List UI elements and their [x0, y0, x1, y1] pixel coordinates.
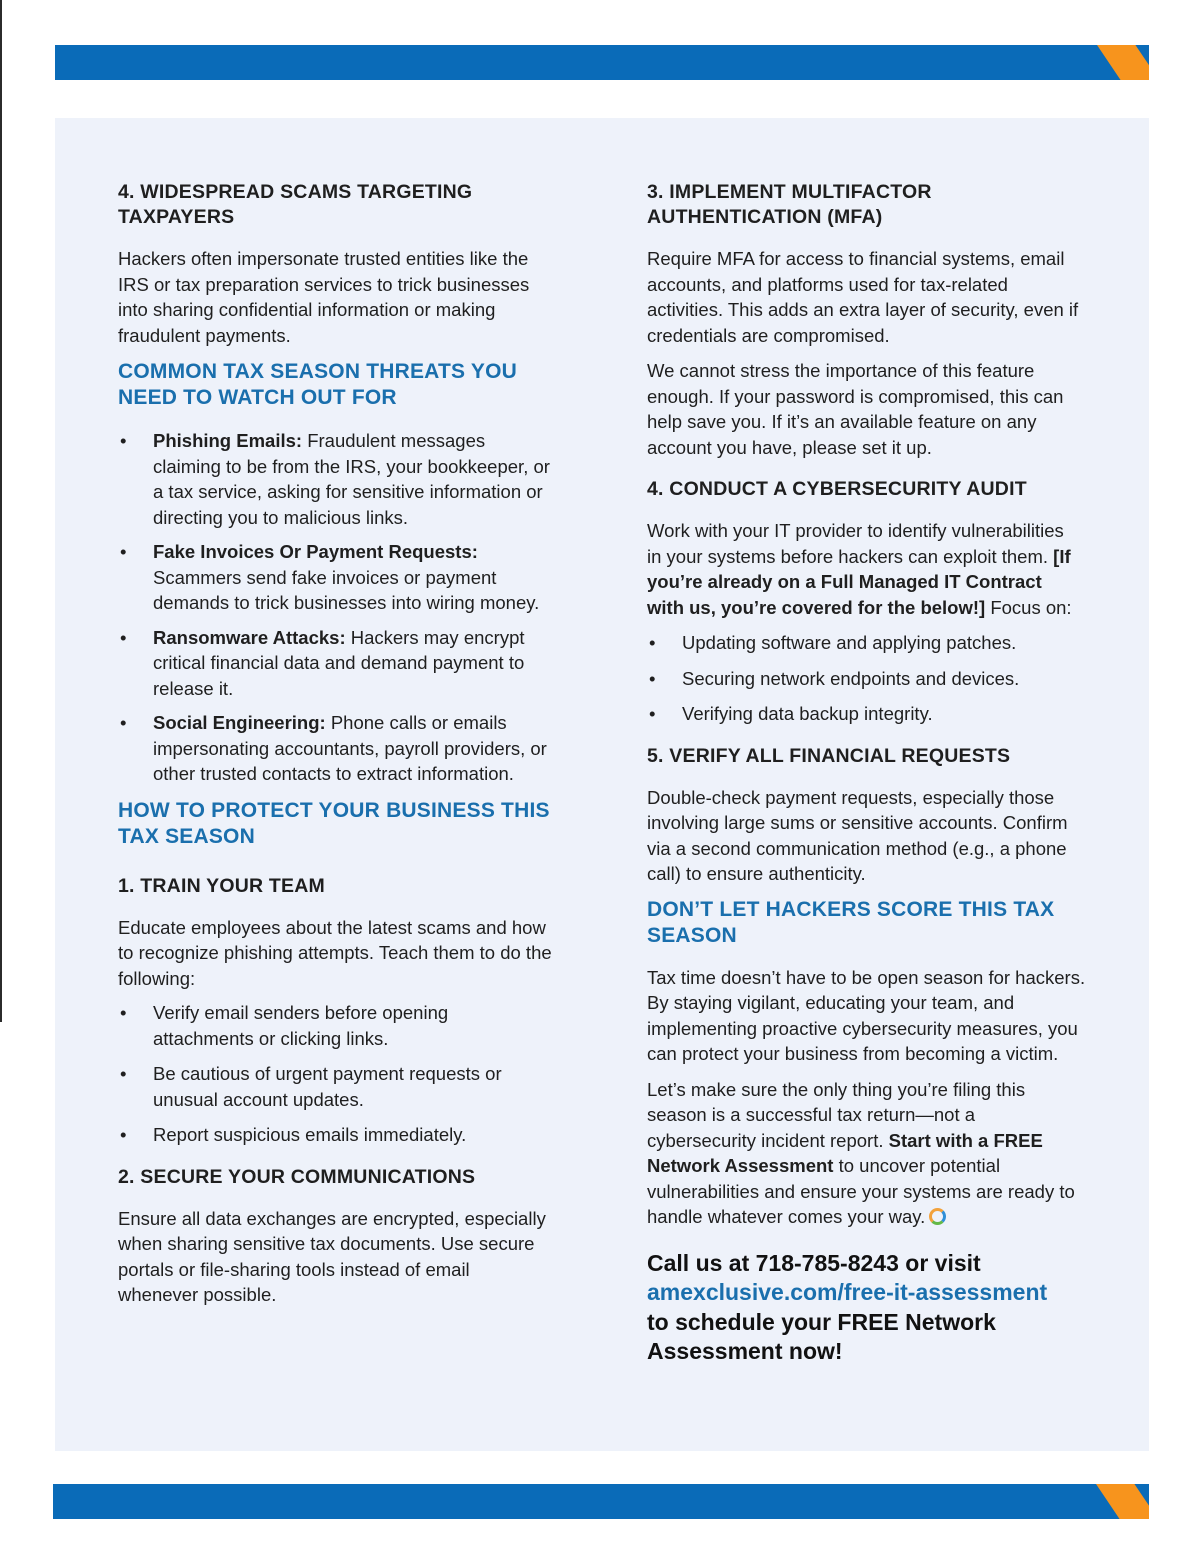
score-heading: DON’T LET HACKERS SCORE THIS TAX SEASON	[647, 897, 1055, 947]
mfa-body-2: We cannot stress the importance of this feature enough. If your password is compromised, this can help save you. If it’s an available feature on any account you have, please set it up.	[647, 360, 1064, 458]
scams-heading: 4. WIDESPREAD SCAMS TARGETING TAXPAYERS	[118, 181, 473, 228]
train-item	[118, 1122, 548, 1148]
threats-list	[118, 428, 558, 787]
train-item	[118, 1061, 548, 1112]
bullet-icon: •	[120, 1063, 127, 1084]
verify-heading: 5. VERIFY ALL FINANCIAL REQUESTS	[647, 744, 1011, 767]
audit-item	[647, 630, 1087, 656]
threat-text: Fraudulent messages claiming to be from the IRS, your bookkeeper, or a tax service, asking for sensitive information or directing you to malicious links.	[153, 430, 550, 528]
bullet-icon: •	[649, 703, 656, 724]
bullet-icon: •	[120, 430, 127, 451]
bullet-icon: •	[649, 632, 656, 653]
score-body-2-text-end: to uncover potential vulnerabilities and ensure your systems are ready to handle whatever comes your way.	[647, 1155, 1075, 1227]
score-body-1: Tax time doesn’t have to be open season for hackers. By staying vigilant, educating your team, and implementing proactive cybersecurity measures, you can protect your business from becoming a victim.	[647, 966, 1086, 1064]
bullet-icon: •	[649, 667, 656, 689]
top-banner-accent-stripe	[1097, 45, 1149, 80]
call-to-action	[647, 1249, 1087, 1367]
threat-item-social-engineering	[118, 710, 558, 787]
train-item-text: Be cautious of urgent payment requests or unusual account updates.	[153, 1063, 502, 1110]
audit-item	[647, 701, 1087, 727]
threat-label: Fake Invoices Or Payment Requests:	[153, 541, 478, 562]
threat-label: Ransomware Attacks:	[153, 626, 346, 648]
threats-heading: COMMON TAX SEASON THREATS YOU NEED TO WATCH OUT FOR	[118, 360, 517, 409]
score-body-2-emphasis: Start with a FREE Network Assessment	[647, 1129, 1043, 1176]
train-list	[118, 1000, 548, 1148]
train-item-text: Verify email senders before opening attachments or clicking links.	[153, 1002, 449, 1049]
protect-heading: HOW TO PROTECT YOUR BUSINESS THIS TAX SEASON	[118, 798, 550, 848]
right-column	[647, 180, 1092, 1367]
score-body-2-text: Let’s make sure the only thing you’re filing this season is a successful tax return—not a cybersecurity incident report.	[647, 1078, 1026, 1151]
bottom-banner-accent-stripe	[1096, 1484, 1149, 1519]
secure-heading: 2. SECURE YOUR COMMUNICATIONS	[118, 1165, 476, 1188]
threat-label: Phishing Emails:	[153, 430, 303, 451]
audit-item-text: Verifying data backup integrity.	[682, 703, 933, 724]
audit-item-text: Updating software and applying patches.	[682, 632, 1017, 653]
threat-text: Scammers send fake invoices or payment demands to trick businesses into wiring money.	[153, 566, 540, 613]
mfa-body-1: Require MFA for access to financial systems, email accounts, and platforms used for tax-related activities. This adds an extra layer of security, even if credentials are compromised.	[647, 248, 1079, 346]
bullet-icon: •	[120, 712, 127, 733]
cta-schedule-text: to schedule your FREE Network Assessment now!	[647, 1308, 996, 1364]
threat-label: Social Engineering:	[153, 712, 326, 733]
train-item-text: Report suspicious emails immediately.	[153, 1124, 467, 1145]
bullet-icon: •	[120, 626, 127, 648]
audit-body-text-end: Focus on:	[985, 596, 1072, 618]
scams-body: Hackers often impersonate trusted entities like the IRS or tax preparation services to trick businesses into sharing confidential information or making fraudulent payments.	[118, 248, 530, 346]
mfa-heading: 3. IMPLEMENT MULTIFACTOR AUTHENTICATION (MFA)	[647, 181, 932, 228]
threat-item-invoices	[118, 539, 558, 616]
secure-body: Ensure all data exchanges are encrypted, especially when sharing sensitive tax documents. Use secure portals or file-sharing tools instead of email whenever possible.	[118, 1207, 546, 1305]
threat-text: Hackers may encrypt critical financial data and demand payment to release it.	[153, 626, 525, 699]
audit-item	[647, 666, 1087, 692]
bullet-icon: •	[120, 1124, 127, 1145]
threat-text: Phone calls or emails impersonating accountants, payroll providers, or other trusted contacts to extract information.	[153, 712, 547, 784]
cta-phone-text: Call us at 718-785-8243 or visit	[647, 1249, 981, 1276]
left-edge-line	[0, 0, 2, 1022]
audit-heading: 4. CONDUCT A CYBERSECURITY AUDIT	[647, 478, 1027, 500]
threat-item-ransomware	[118, 625, 558, 702]
bottom-banner	[53, 1484, 1149, 1519]
train-item	[118, 1000, 548, 1051]
refresh-icon	[929, 1208, 946, 1225]
left-column	[118, 180, 563, 1308]
threat-item-phishing	[118, 428, 558, 530]
audit-body-text: Work with your IT provider to identify vulnerabilities in your systems before hackers can exploit them.	[647, 520, 1064, 567]
assessment-link[interactable]: amexclusive.com/free-it-assessment	[647, 1279, 1048, 1305]
top-banner	[55, 45, 1149, 80]
audit-body	[647, 518, 1077, 620]
train-heading: 1. TRAIN YOUR TEAM	[118, 874, 325, 897]
audit-item-text: Securing network endpoints and devices.	[682, 667, 1020, 689]
score-body-2	[647, 1077, 1089, 1230]
bullet-icon: •	[120, 541, 127, 562]
audit-body-emphasis: [If you’re already on a Full Managed IT Contract with us, you’re covered for the below!]	[647, 545, 1071, 618]
bullet-icon: •	[120, 1002, 127, 1023]
audit-list	[647, 630, 1087, 727]
verify-body: Double-check payment requests, especially those involving large sums or sensitive accounts. Confirm via a second communication method (e.g., a phone call) to ensure authenticity.	[647, 786, 1068, 884]
train-body: Educate employees about the latest scams and how to recognize phishing attempts. Teach them to do the following:	[118, 916, 552, 989]
